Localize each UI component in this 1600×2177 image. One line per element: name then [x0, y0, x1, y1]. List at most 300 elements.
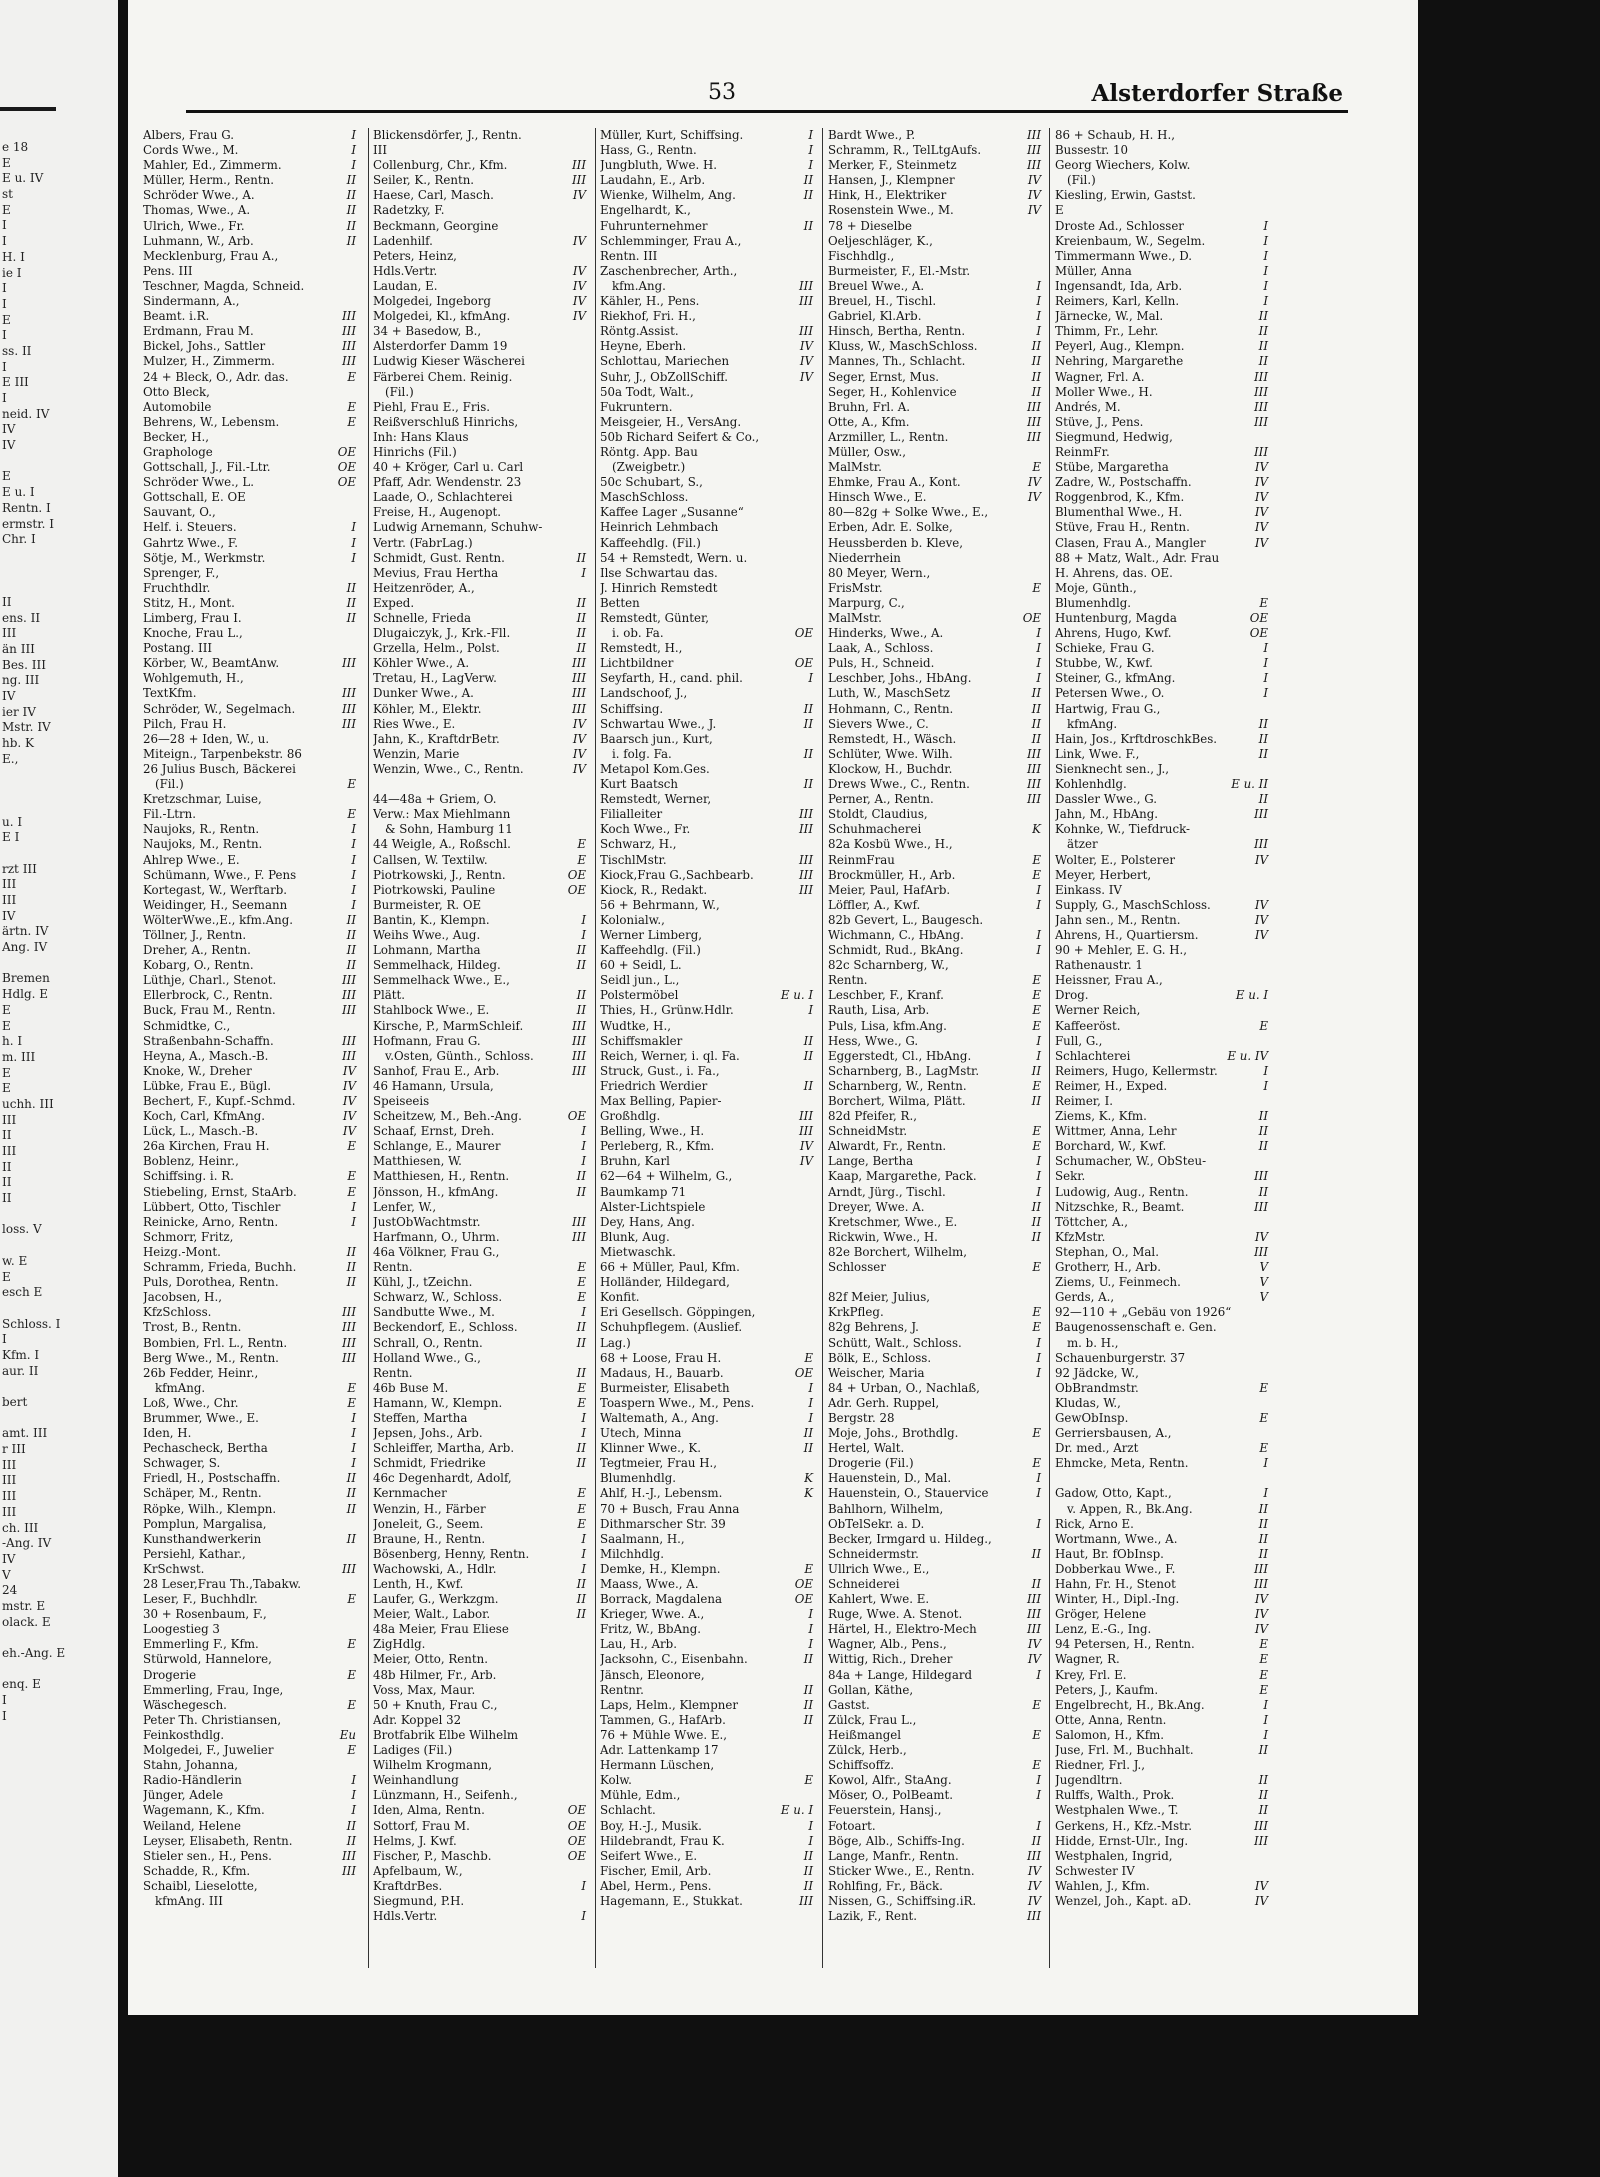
entry-name: Oeljeschläger, K.,	[828, 233, 933, 248]
entry-name: Loß, Wwe., Chr.	[143, 1395, 239, 1410]
entry-name: Ludwig Arnemann, Schuhw-	[373, 520, 543, 535]
directory-entry	[600, 732, 815, 747]
entry-floor: E	[577, 1380, 586, 1395]
entry-name: Schlosser	[828, 1260, 886, 1275]
entry-name: SchneidMstr.	[828, 1124, 908, 1139]
entry-name: Hain, Jos., KrftdroschkBes.	[1055, 731, 1218, 746]
directory-entry	[143, 1788, 358, 1803]
entry-name: Sienknecht sen., J.,	[1055, 761, 1170, 776]
directory-entry	[600, 1245, 815, 1260]
entry-name: 82c Scharnberg, W.,	[828, 958, 949, 973]
entry-name: 68 + Loose, Frau H.	[600, 1350, 722, 1365]
entry-name: Blumenhdlg.	[1055, 595, 1132, 610]
entry-name: Marpurg, C.,	[828, 595, 905, 610]
directory-entry	[1055, 188, 1270, 203]
entry-floor: II	[1258, 1788, 1268, 1803]
entry-floor: III	[1027, 143, 1041, 158]
entry-floor: II	[346, 1501, 356, 1516]
entry-name: Kludas, W.,	[1055, 1395, 1121, 1410]
entry-floor: III	[1254, 384, 1268, 399]
entry-floor: OE	[337, 475, 356, 490]
fragment-line: III	[2, 1473, 17, 1488]
entry-floor: E	[804, 1350, 813, 1365]
entry-name: Hohmann, C., Rentn.	[828, 701, 954, 716]
directory-entry	[143, 1351, 358, 1366]
entry-floor: I	[808, 1833, 813, 1848]
directory-entry	[1055, 1215, 1270, 1230]
entry-name: Remstedt, Günter,	[600, 611, 710, 625]
fragment-line: I	[2, 1708, 7, 1723]
entry-name: Sötje, M., Werkmstr.	[143, 550, 266, 565]
directory-entry	[600, 807, 815, 822]
entry-name: Bruhn, Frl. A.	[828, 399, 910, 414]
directory-entry	[600, 1366, 815, 1381]
directory-entry	[828, 1019, 1043, 1034]
entry-name: Georg Wiechers, Kolw.	[1055, 158, 1191, 173]
entry-floor: I	[351, 837, 356, 852]
entry-name: Reißverschluß Hinrichs,	[373, 414, 519, 429]
entry-name: Härtel, H., Elektro-Mech	[828, 1622, 977, 1637]
directory-entry	[828, 339, 1043, 354]
directory-entry	[373, 1290, 588, 1305]
directory-entry	[600, 219, 815, 234]
directory-entry	[1055, 807, 1270, 822]
entry-floor: E	[1259, 1410, 1268, 1425]
directory-entry	[600, 158, 815, 173]
entry-name: Lenth, H., Kwf.	[373, 1577, 464, 1591]
directory-entry	[373, 1788, 588, 1803]
directory-entry	[1055, 1788, 1270, 1803]
entry-name: Kaffeeröst.	[1055, 1018, 1121, 1033]
entry-name: Schwager, S.	[143, 1456, 221, 1471]
directory-entry	[143, 1698, 358, 1713]
directory-entry	[600, 1728, 815, 1743]
directory-entry	[828, 1819, 1043, 1834]
entry-floor: I	[1036, 1154, 1041, 1169]
entry-name: Max Belling, Papier-	[600, 1094, 722, 1108]
entry-floor: I	[1036, 641, 1041, 656]
directory-entry	[828, 1456, 1043, 1471]
entry-name: Naujoks, M., Rentn.	[143, 837, 263, 852]
entry-name: Borchard, W., Kwf.	[1055, 1139, 1167, 1154]
entry-name: Tretau, H., LagVerw.	[373, 671, 497, 686]
entry-floor: II	[576, 1365, 586, 1380]
directory-entry	[1055, 883, 1270, 898]
directory-entry	[828, 1260, 1043, 1275]
entry-name: Ziems, U., Feinmech.	[1055, 1275, 1181, 1290]
entry-name: Mevius, Frau Hertha	[373, 565, 499, 580]
directory-entry	[600, 1577, 815, 1592]
entry-name: 50b Richard Seifert & Co.,	[600, 429, 760, 444]
directory-entry	[373, 1592, 588, 1607]
entry-floor: E u. I	[780, 1803, 813, 1818]
fragment-line: E I	[2, 830, 20, 845]
directory-entry	[600, 822, 815, 837]
directory-entry	[1055, 1426, 1270, 1441]
entry-floor: II	[803, 1426, 813, 1441]
directory-entry	[828, 294, 1043, 309]
directory-entry	[1055, 1607, 1270, 1622]
entry-floor: I	[1036, 278, 1041, 293]
fragment-line	[2, 783, 112, 799]
entry-name: 56 + Behrmann, W.,	[600, 897, 720, 912]
entry-floor: II	[1031, 1094, 1041, 1108]
directory-entry	[143, 1894, 358, 1909]
directory-entry	[600, 641, 815, 656]
entry-name: kfm.Ang.	[612, 278, 666, 293]
entry-floor: E	[347, 807, 356, 822]
entry-name: Schäper, M., Rentn.	[143, 1486, 262, 1501]
directory-entry	[143, 1652, 358, 1667]
directory-entry	[373, 1532, 588, 1547]
entry-floor: IV	[572, 309, 586, 324]
entry-floor: I	[581, 1426, 586, 1441]
directory-entry	[600, 1003, 815, 1018]
entry-floor: II	[803, 1878, 813, 1893]
entry-name: Schlange, E., Maurer	[373, 1139, 501, 1154]
entry-name: Blunk, Aug.	[600, 1229, 670, 1244]
entry-name: 86 + Schaub, H. H.,	[1055, 128, 1175, 142]
entry-floor: II	[803, 1848, 813, 1863]
directory-entry	[828, 656, 1043, 671]
directory-entry	[373, 1517, 588, 1532]
directory-entry	[1055, 958, 1270, 973]
previous-page-text-column	[2, 140, 112, 1724]
directory-entry	[600, 777, 815, 792]
directory-entry	[373, 1562, 588, 1577]
entry-name: Collenburg, Chr., Kfm.	[373, 158, 508, 173]
entry-name: Verw.: Max Miehlmann	[373, 807, 511, 822]
fragment-line: h. I	[2, 1034, 23, 1049]
fragment-line: esch E	[2, 1285, 43, 1300]
entry-name: Stiebeling, Ernst, StaArb.	[143, 1184, 297, 1199]
directory-entry	[373, 1003, 588, 1018]
entry-name: Rickwin, Wwe., H.	[828, 1229, 938, 1244]
directory-entry	[600, 656, 815, 671]
fragment-line	[2, 1662, 112, 1678]
directory-entry	[373, 234, 588, 249]
entry-name: Wenzin, Marie	[373, 746, 460, 761]
directory-entry	[828, 249, 1043, 264]
directory-entry	[143, 1381, 358, 1396]
directory-entry	[600, 1486, 815, 1501]
entry-floor: III	[1027, 158, 1041, 173]
entry-floor: E	[1032, 460, 1041, 475]
entry-name: Lübbert, Otto, Tischler	[143, 1199, 281, 1214]
entry-floor: E	[347, 777, 356, 792]
entry-name: Schneiderei	[828, 1577, 900, 1591]
entry-name: Jönsson, H., kfmAng.	[373, 1184, 499, 1199]
entry-floor: IV	[572, 746, 586, 761]
entry-floor: E	[347, 1169, 356, 1184]
directory-entry	[1055, 1003, 1270, 1018]
entry-name: Landschoof, J.,	[600, 686, 688, 701]
directory-entry	[143, 1864, 358, 1879]
directory-entry	[1055, 837, 1270, 852]
entry-floor: II	[1031, 701, 1041, 716]
entry-floor: IV	[1027, 188, 1041, 203]
directory-entry	[143, 837, 358, 852]
entry-name: Piotrkowski, J., Rentn.	[373, 867, 506, 882]
entry-name: J. Hinrich Remstedt	[600, 580, 718, 595]
entry-name: Limberg, Frau I.	[143, 611, 242, 625]
directory-entry	[143, 747, 358, 762]
directory-entry	[600, 1834, 815, 1849]
directory-entry	[828, 354, 1043, 369]
entry-name: Wagner, R.	[1055, 1652, 1120, 1667]
entry-floor: II	[803, 1697, 813, 1712]
directory-entry	[600, 581, 815, 596]
entry-name: Sanhof, Frau E., Arb.	[373, 1063, 500, 1078]
entry-name: Schaibl, Lieselotte,	[143, 1878, 258, 1893]
directory-entry	[1055, 1547, 1270, 1562]
entry-name: Dithmarscher Str. 39	[600, 1516, 726, 1531]
entry-floor: I	[808, 1380, 813, 1395]
entry-floor: I	[351, 128, 356, 142]
directory-entry	[828, 1094, 1043, 1109]
entry-name: Steiner, G., kfmAng.	[1055, 671, 1176, 686]
entry-name: Jugendltrn.	[1055, 1773, 1123, 1788]
entry-floor: II	[803, 716, 813, 731]
entry-floor: I	[351, 1410, 356, 1425]
entry-name: Seyfarth, H., cand. phil.	[600, 671, 743, 686]
entry-floor: III	[1027, 1622, 1041, 1637]
entry-floor: II	[576, 1607, 586, 1622]
entry-name: Ahrens, Hugo, Kwf.	[1055, 626, 1172, 641]
directory-entry	[373, 1486, 588, 1501]
entry-name: (Fil.)	[1067, 173, 1096, 188]
directory-entry	[373, 445, 588, 460]
entry-name: 26a Kirchen, Frau H.	[143, 1139, 270, 1154]
page-number: 53	[708, 80, 736, 105]
directory-entry	[373, 294, 588, 309]
directory-entry	[373, 717, 588, 732]
directory-entry	[143, 1607, 358, 1622]
entry-floor: II	[1031, 1833, 1041, 1848]
directory-entry	[373, 1547, 588, 1562]
entry-name: Moje, Johs., Brothdlg.	[828, 1426, 959, 1441]
entry-name: Siegmund, Hedwig,	[1055, 429, 1173, 444]
directory-entry	[143, 128, 358, 143]
entry-floor: III	[1027, 1592, 1041, 1607]
entry-floor: OE	[1249, 611, 1268, 625]
entry-name: Piehl, Frau E., Fris.	[373, 399, 491, 414]
directory-entry	[1055, 853, 1270, 868]
fragment-line: enq. E	[2, 1677, 41, 1692]
directory-entry	[828, 1834, 1043, 1849]
entry-name: Lange, Bertha	[828, 1154, 914, 1169]
entry-floor: E	[347, 1667, 356, 1682]
directory-entry	[373, 1064, 588, 1079]
directory-entry	[600, 943, 815, 958]
entry-floor: II	[576, 1184, 586, 1199]
entry-name: m. b. H.,	[1067, 1335, 1119, 1350]
entry-name: Harfmann, O., Uhrm.	[373, 1229, 500, 1244]
directory-entry	[828, 747, 1043, 762]
directory-entry	[373, 943, 588, 958]
directory-entry	[143, 203, 358, 218]
column-divider	[595, 128, 596, 1968]
entry-name: Fritz, W., BbAng.	[600, 1622, 702, 1637]
directory-entry	[600, 1336, 815, 1351]
entry-floor: I	[1036, 1365, 1041, 1380]
directory-entry	[1055, 1366, 1270, 1381]
entry-name: kfmAng.	[155, 1380, 206, 1395]
entry-floor: V	[1259, 1260, 1268, 1275]
entry-floor: OE	[794, 626, 813, 641]
entry-floor: II	[1031, 716, 1041, 731]
entry-floor: I	[1263, 671, 1268, 686]
entry-floor: IV	[1254, 1622, 1268, 1637]
entry-name: Westphalen, Ingrid,	[1055, 1848, 1173, 1863]
entry-name: E	[1055, 203, 1064, 218]
entry-name: 88 + Matz, Walt., Adr. Frau	[1055, 550, 1220, 565]
fragment-line: Rentn. I	[2, 500, 51, 515]
entry-name: 62—64 + Wilhelm, G.,	[600, 1169, 733, 1184]
entry-floor: IV	[1254, 505, 1268, 520]
entry-name: III	[373, 143, 387, 158]
directory-entry	[828, 505, 1043, 520]
entry-floor: I	[1036, 1818, 1041, 1833]
directory-entry	[143, 1139, 358, 1154]
directory-entry	[373, 1668, 588, 1683]
entry-floor: II	[346, 1531, 356, 1546]
entry-floor: II	[803, 1078, 813, 1093]
entry-floor: III	[799, 324, 813, 339]
entry-name: Blumenhdlg.	[600, 1471, 677, 1486]
directory-entry	[828, 536, 1043, 551]
fragment-line	[2, 1301, 112, 1317]
entry-name: Schramm, Frieda, Buchh.	[143, 1260, 297, 1275]
directory-entry	[600, 1607, 815, 1622]
directory-entry	[143, 1019, 358, 1034]
entry-name: Kiesling, Erwin, Gastst.	[1055, 188, 1196, 203]
entry-name: Pens. III	[143, 263, 193, 278]
directory-entry	[600, 988, 815, 1003]
entry-floor: I	[1263, 641, 1268, 656]
directory-entry	[1055, 762, 1270, 777]
entry-name: Bergstr. 28	[828, 1410, 895, 1425]
directory-entry	[373, 1909, 588, 1924]
entry-name: Ehmcke, Meta, Rentn.	[1055, 1456, 1189, 1471]
entry-name: 46 Hamann, Ursula,	[373, 1078, 494, 1093]
directory-entry	[373, 264, 588, 279]
directory-entry	[1055, 1094, 1270, 1109]
entry-name: Baarsch jun., Kurt,	[600, 731, 713, 746]
entry-name: Feuerstein, Hansj.,	[828, 1803, 942, 1818]
fragment-line: E.,	[2, 751, 19, 766]
entry-name: Gottschall, E. OE	[143, 490, 246, 505]
entry-name: Sprenger, F.,	[143, 565, 220, 580]
directory-entry	[1055, 1200, 1270, 1215]
entry-floor: IV	[1254, 852, 1268, 867]
entry-floor: III	[799, 294, 813, 309]
entry-floor: I	[1036, 671, 1041, 686]
entry-floor: IV	[1027, 490, 1041, 505]
directory-entry	[1055, 898, 1270, 913]
directory-entry	[828, 566, 1043, 581]
entry-floor: I	[808, 128, 813, 142]
entry-floor: E	[347, 369, 356, 384]
entry-name: Töttcher, A.,	[1055, 1214, 1129, 1229]
entry-floor: II	[803, 746, 813, 761]
entry-floor: OE	[1249, 626, 1268, 641]
entry-name: Mulzer, H., Zimmerm.	[143, 354, 275, 369]
directory-entry	[143, 868, 358, 883]
directory-entry	[828, 702, 1043, 717]
directory-entry	[828, 898, 1043, 913]
entry-name: 84 + Urban, O., Nachlaß,	[828, 1380, 980, 1395]
entry-floor: I	[808, 143, 813, 158]
entry-name: 50a Todt, Walt.,	[600, 384, 694, 399]
entry-floor: I	[351, 1788, 356, 1803]
fragment-line: olack. E	[2, 1614, 51, 1629]
entry-floor: I	[581, 565, 586, 580]
entry-name: Grzella, Helm., Polst.	[373, 641, 500, 656]
entry-name: Merker, F., Steinmetz	[828, 158, 957, 173]
entry-name: Töllner, J., Rentn.	[143, 927, 247, 942]
entry-name: Hofmann, Frau G.	[373, 1033, 481, 1048]
entry-floor: E	[347, 1139, 356, 1154]
directory-entry	[1055, 128, 1270, 143]
entry-name: Dunker Wwe., A.	[373, 686, 474, 701]
entry-name: 82b Gevert, L., Baugesch.	[828, 912, 984, 927]
fragment-line: mstr. E	[2, 1598, 46, 1613]
entry-floor: OE	[794, 1592, 813, 1607]
entry-floor: OE	[1022, 611, 1041, 625]
directory-entry	[373, 1411, 588, 1426]
entry-name: Wäschegesch.	[143, 1697, 227, 1712]
fragment-line	[2, 768, 112, 784]
directory-entry	[373, 279, 588, 294]
entry-floor: III	[342, 1863, 356, 1878]
entry-floor: E	[577, 1395, 586, 1410]
entry-floor: I	[1036, 1486, 1041, 1501]
directory-entry	[1055, 1728, 1270, 1743]
entry-floor: III	[799, 852, 813, 867]
fragment-line: II	[2, 1159, 12, 1174]
entry-name: Toaspern Wwe., M., Pens.	[600, 1395, 755, 1410]
entry-floor: I	[808, 1395, 813, 1410]
entry-name: Weinhandlung	[373, 1773, 459, 1788]
directory-entry	[1055, 279, 1270, 294]
entry-name: Puls, H., Schneid.	[828, 656, 935, 671]
entry-name: Jänsch, Eleonore,	[600, 1667, 705, 1682]
entry-floor: III	[342, 309, 356, 324]
directory-entry	[600, 1034, 815, 1049]
directory-entry	[1055, 717, 1270, 732]
entry-name: Heitzenröder, A.,	[373, 580, 475, 595]
entry-floor: II	[1258, 354, 1268, 369]
directory-entry	[1055, 868, 1270, 883]
directory-entry	[1055, 203, 1270, 218]
entry-name: Kaffeehdlg. (Fil.)	[600, 535, 701, 550]
entry-floor: I	[808, 1607, 813, 1622]
entry-floor: II	[346, 1471, 356, 1486]
directory-entry	[143, 219, 358, 234]
entry-floor: I	[1263, 1063, 1268, 1078]
entry-name: 82g Behrens, J.	[828, 1320, 919, 1335]
directory-column-3	[600, 128, 815, 1909]
directory-entry	[143, 1758, 358, 1773]
directory-entry	[1055, 1079, 1270, 1094]
directory-entry	[828, 1758, 1043, 1773]
entry-name: Schmorr, Fritz,	[143, 1229, 234, 1244]
entry-name: Köhler Wwe., A.	[373, 656, 470, 671]
directory-entry	[373, 1577, 588, 1592]
entry-name: Möser, O., PolBeamt.	[828, 1788, 953, 1803]
fragment-line	[2, 1411, 112, 1427]
